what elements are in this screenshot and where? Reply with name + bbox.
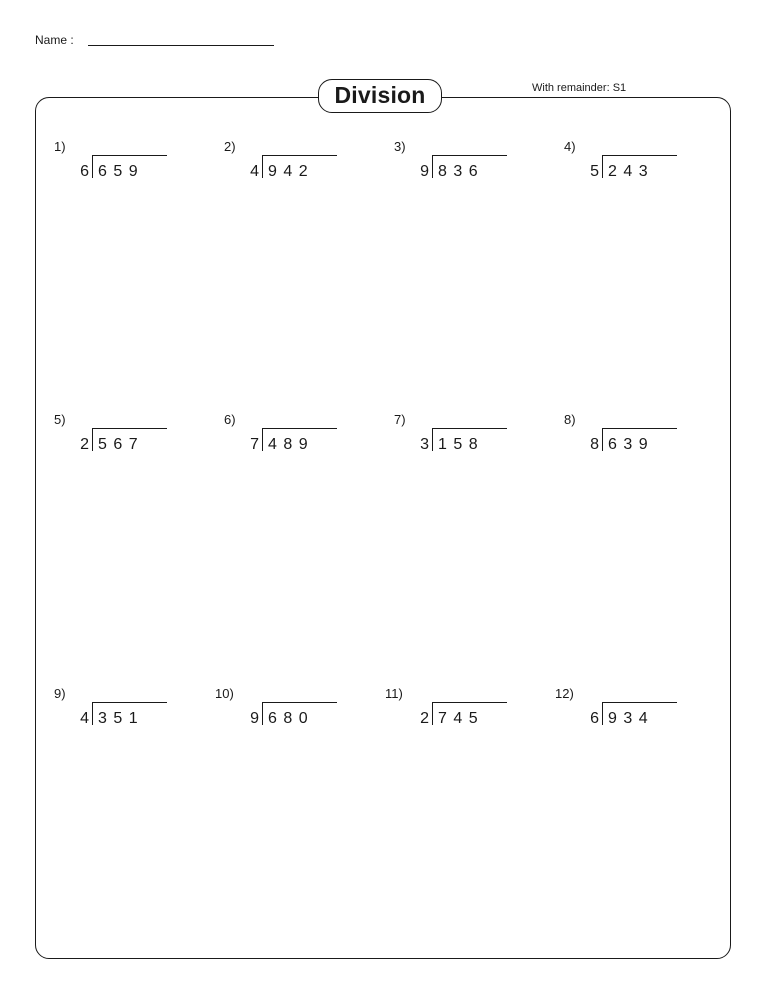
dividend: 836: [438, 163, 485, 180]
divisor: 8: [590, 436, 599, 453]
division-bracket: [432, 428, 507, 452]
divisor: 3: [420, 436, 429, 453]
divisor: 4: [250, 163, 259, 180]
problem-number: 1): [54, 139, 66, 154]
division-bracket: [432, 155, 507, 179]
name-label: Name :: [35, 33, 74, 47]
divisor: 6: [80, 163, 89, 180]
division-bracket: [432, 702, 507, 726]
divisor: 6: [590, 710, 599, 727]
divisor: 9: [250, 710, 259, 727]
dividend: 489: [268, 436, 315, 453]
problem-number: 7): [394, 412, 406, 427]
division-problem: [394, 139, 544, 199]
divisor: 2: [80, 436, 89, 453]
dividend: 942: [268, 163, 315, 180]
division-problem: [54, 686, 204, 746]
dividend: 243: [608, 163, 655, 180]
division-bracket: [602, 155, 677, 179]
divisor: 7: [250, 436, 259, 453]
division-problem: [54, 412, 204, 472]
divisor: 4: [80, 710, 89, 727]
division-problem: [385, 686, 535, 746]
dividend: 158: [438, 436, 485, 453]
problem-number: 5): [54, 412, 66, 427]
division-problem: [394, 412, 544, 472]
dividend: 745: [438, 710, 485, 727]
division-bracket: [262, 702, 337, 726]
name-line[interactable]: [88, 45, 274, 46]
division-problem: [555, 686, 705, 746]
dividend: 639: [608, 436, 655, 453]
dividend: 351: [98, 710, 145, 727]
division-problem: [564, 139, 714, 199]
division-bracket: [262, 428, 337, 452]
division-bracket: [602, 702, 677, 726]
problem-number: 10): [215, 686, 234, 701]
problem-number: 2): [224, 139, 236, 154]
dividend: 567: [98, 436, 145, 453]
worksheet-title: Division: [318, 79, 442, 113]
problem-number: 12): [555, 686, 574, 701]
divisor: 5: [590, 163, 599, 180]
problem-number: 9): [54, 686, 66, 701]
division-bracket: [92, 155, 167, 179]
division-problem: [54, 139, 204, 199]
dividend: 680: [268, 710, 315, 727]
problem-number: 8): [564, 412, 576, 427]
division-problem: [224, 139, 374, 199]
problem-number: 11): [385, 686, 403, 701]
worksheet-subtitle: With remainder: S1: [532, 82, 627, 94]
worksheet-frame: [35, 97, 731, 959]
division-bracket: [92, 702, 167, 726]
division-bracket: [262, 155, 337, 179]
division-bracket: [602, 428, 677, 452]
dividend: 934: [608, 710, 655, 727]
division-problem: [215, 686, 365, 746]
problem-number: 3): [394, 139, 406, 154]
divisor: 2: [420, 710, 429, 727]
divisor: 9: [420, 163, 429, 180]
division-bracket: [92, 428, 167, 452]
dividend: 659: [98, 163, 145, 180]
problem-number: 6): [224, 412, 236, 427]
division-problem: [224, 412, 374, 472]
problem-number: 4): [564, 139, 576, 154]
division-problem: [564, 412, 714, 472]
